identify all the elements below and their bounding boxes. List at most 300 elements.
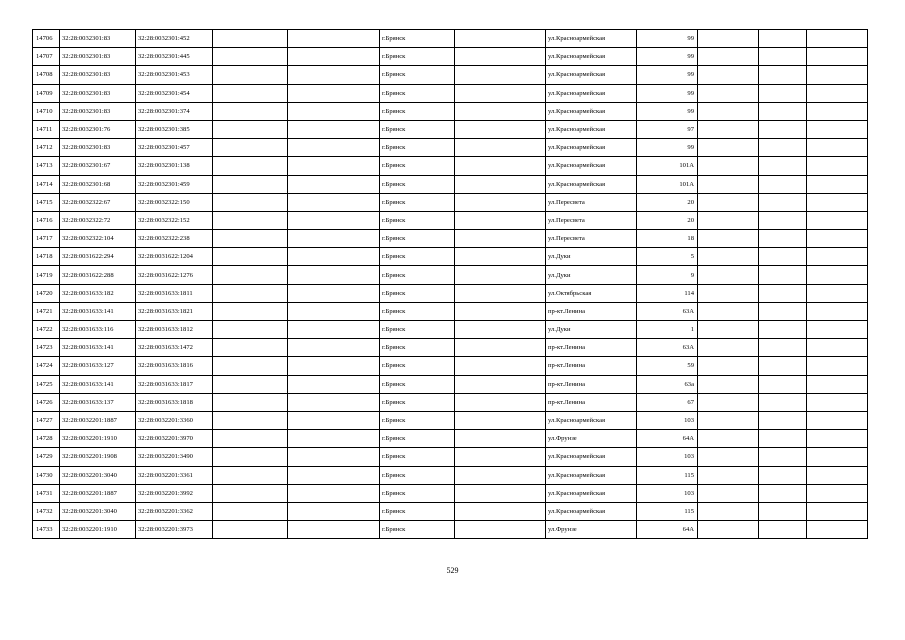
city-cell: г.Брянск xyxy=(380,357,455,375)
empty-cell xyxy=(213,448,288,466)
empty-cell xyxy=(288,139,380,157)
row-number: 14714 xyxy=(33,175,60,193)
cadastral-number: 32:28:0031633:127 xyxy=(60,357,136,375)
empty-cell xyxy=(288,321,380,339)
empty-cell xyxy=(288,248,380,266)
table-row xyxy=(33,448,868,466)
empty-cell xyxy=(807,502,868,520)
street-cell: ул.Октябрьская xyxy=(546,284,637,302)
house-cell: 59 xyxy=(637,357,698,375)
house-cell: 103 xyxy=(637,448,698,466)
empty-cell xyxy=(455,193,546,211)
street-cell: ул.Красноармейская xyxy=(546,84,637,102)
empty-cell xyxy=(213,266,288,284)
empty-cell xyxy=(698,48,759,66)
table-row xyxy=(33,321,868,339)
empty-cell xyxy=(698,102,759,120)
table-row xyxy=(33,30,868,48)
city-cell: г.Брянск xyxy=(380,448,455,466)
empty-cell xyxy=(698,248,759,266)
empty-cell xyxy=(759,139,807,157)
empty-cell xyxy=(807,375,868,393)
street-cell: пр-кт.Ленина xyxy=(546,339,637,357)
empty-cell xyxy=(455,357,546,375)
empty-cell xyxy=(288,484,380,502)
empty-cell xyxy=(759,248,807,266)
premises-cadastral-number: 32:28:0032201:3970 xyxy=(136,430,213,448)
empty-cell xyxy=(288,120,380,138)
city-cell: г.Брянск xyxy=(380,84,455,102)
city-cell: г.Брянск xyxy=(380,466,455,484)
table-row xyxy=(33,120,868,138)
empty-cell xyxy=(759,175,807,193)
empty-cell xyxy=(455,175,546,193)
empty-cell xyxy=(455,266,546,284)
premises-cadastral-number: 32:28:0031633:1811 xyxy=(136,284,213,302)
table-row xyxy=(33,339,868,357)
empty-cell xyxy=(288,339,380,357)
empty-cell xyxy=(288,375,380,393)
table-row xyxy=(33,139,868,157)
empty-cell xyxy=(288,393,380,411)
empty-cell xyxy=(288,66,380,84)
empty-cell xyxy=(698,484,759,502)
cadastral-number: 32:28:0031633:137 xyxy=(60,393,136,411)
empty-cell xyxy=(213,66,288,84)
premises-cadastral-number: 32:28:0032201:3490 xyxy=(136,448,213,466)
house-cell: 101А xyxy=(637,157,698,175)
house-cell: 99 xyxy=(637,102,698,120)
empty-cell xyxy=(807,321,868,339)
empty-cell xyxy=(213,248,288,266)
empty-cell xyxy=(455,339,546,357)
empty-cell xyxy=(759,357,807,375)
empty-cell xyxy=(807,357,868,375)
cadastral-number: 32:28:0032201:1910 xyxy=(60,430,136,448)
empty-cell xyxy=(807,102,868,120)
house-cell: 64А xyxy=(637,430,698,448)
row-number: 14720 xyxy=(33,284,60,302)
cadastral-number: 32:28:0032301:83 xyxy=(60,102,136,120)
street-cell: ул.Фрунзе xyxy=(546,521,637,539)
table-row xyxy=(33,521,868,539)
street-cell: пр-кт.Ленина xyxy=(546,302,637,320)
street-cell: пр-кт.Ленина xyxy=(546,375,637,393)
empty-cell xyxy=(213,521,288,539)
empty-cell xyxy=(807,30,868,48)
row-number: 14716 xyxy=(33,211,60,229)
cadastral-number: 32:28:0032322:104 xyxy=(60,230,136,248)
table-row xyxy=(33,284,868,302)
cadastral-number: 32:28:0031622:294 xyxy=(60,248,136,266)
empty-cell xyxy=(455,66,546,84)
table-row xyxy=(33,484,868,502)
table-body xyxy=(33,30,868,539)
empty-cell xyxy=(213,175,288,193)
empty-cell xyxy=(288,84,380,102)
row-number: 14719 xyxy=(33,266,60,284)
house-cell: 99 xyxy=(637,84,698,102)
empty-cell xyxy=(455,230,546,248)
house-cell: 67 xyxy=(637,393,698,411)
table-row xyxy=(33,230,868,248)
empty-cell xyxy=(698,502,759,520)
empty-cell xyxy=(288,302,380,320)
city-cell: г.Брянск xyxy=(380,375,455,393)
cadastral-number: 32:28:0031633:141 xyxy=(60,375,136,393)
table-row xyxy=(33,66,868,84)
house-cell: 99 xyxy=(637,48,698,66)
street-cell: ул.Красноармейская xyxy=(546,448,637,466)
empty-cell xyxy=(759,30,807,48)
house-cell: 115 xyxy=(637,466,698,484)
premises-cadastral-number: 32:28:0032301:385 xyxy=(136,120,213,138)
empty-cell xyxy=(698,321,759,339)
empty-cell xyxy=(455,393,546,411)
table-row xyxy=(33,48,868,66)
empty-cell xyxy=(698,521,759,539)
row-number: 14710 xyxy=(33,102,60,120)
empty-cell xyxy=(698,175,759,193)
street-cell: ул.Красноармейская xyxy=(546,502,637,520)
cadastral-number: 32:28:0032301:83 xyxy=(60,30,136,48)
premises-cadastral-number: 32:28:0031622:1276 xyxy=(136,266,213,284)
table-row xyxy=(33,302,868,320)
empty-cell xyxy=(213,30,288,48)
table-row xyxy=(33,430,868,448)
empty-cell xyxy=(759,393,807,411)
empty-cell xyxy=(288,284,380,302)
empty-cell xyxy=(759,230,807,248)
table-row xyxy=(33,411,868,429)
street-cell: ул.Фрунзе xyxy=(546,430,637,448)
empty-cell xyxy=(288,430,380,448)
cadastral-number: 32:28:0031633:141 xyxy=(60,302,136,320)
row-number: 14707 xyxy=(33,48,60,66)
empty-cell xyxy=(698,466,759,484)
cadastral-number: 32:28:0032322:72 xyxy=(60,211,136,229)
premises-cadastral-number: 32:28:0032322:152 xyxy=(136,211,213,229)
empty-cell xyxy=(213,302,288,320)
premises-cadastral-number: 32:28:0032301:452 xyxy=(136,30,213,48)
city-cell: г.Брянск xyxy=(380,48,455,66)
street-cell: ул.Красноармейская xyxy=(546,175,637,193)
empty-cell xyxy=(807,175,868,193)
row-number: 14712 xyxy=(33,139,60,157)
empty-cell xyxy=(759,66,807,84)
row-number: 14730 xyxy=(33,466,60,484)
cadastral-number: 32:28:0032201:1887 xyxy=(60,484,136,502)
city-cell: г.Брянск xyxy=(380,430,455,448)
table-row xyxy=(33,157,868,175)
house-cell: 99 xyxy=(637,139,698,157)
house-cell: 63а xyxy=(637,375,698,393)
empty-cell xyxy=(759,448,807,466)
street-cell: ул.Пересвета xyxy=(546,211,637,229)
empty-cell xyxy=(288,466,380,484)
empty-cell xyxy=(213,157,288,175)
empty-cell xyxy=(213,357,288,375)
empty-cell xyxy=(807,48,868,66)
house-cell: 101А xyxy=(637,175,698,193)
empty-cell xyxy=(807,248,868,266)
cadastral-number: 32:28:0032301:83 xyxy=(60,66,136,84)
empty-cell xyxy=(807,393,868,411)
premises-cadastral-number: 32:28:0031622:1204 xyxy=(136,248,213,266)
empty-cell xyxy=(213,102,288,120)
premises-cadastral-number: 32:28:0032322:150 xyxy=(136,193,213,211)
house-cell: 97 xyxy=(637,120,698,138)
street-cell: ул.Дуки xyxy=(546,321,637,339)
empty-cell xyxy=(759,266,807,284)
city-cell: г.Брянск xyxy=(380,120,455,138)
empty-cell xyxy=(455,321,546,339)
row-number: 14706 xyxy=(33,30,60,48)
premises-cadastral-number: 32:28:0032301:457 xyxy=(136,139,213,157)
row-number: 14732 xyxy=(33,502,60,520)
empty-cell xyxy=(213,193,288,211)
table-row xyxy=(33,357,868,375)
row-number: 14727 xyxy=(33,411,60,429)
city-cell: г.Брянск xyxy=(380,30,455,48)
house-cell: 63А xyxy=(637,302,698,320)
empty-cell xyxy=(698,302,759,320)
house-cell: 20 xyxy=(637,211,698,229)
street-cell: ул.Красноармейская xyxy=(546,139,637,157)
empty-cell xyxy=(455,102,546,120)
empty-cell xyxy=(288,157,380,175)
empty-cell xyxy=(698,30,759,48)
empty-cell xyxy=(698,448,759,466)
empty-cell xyxy=(213,230,288,248)
empty-cell xyxy=(807,120,868,138)
empty-cell xyxy=(213,411,288,429)
empty-cell xyxy=(213,430,288,448)
street-cell: ул.Дуки xyxy=(546,266,637,284)
cadastral-number: 32:28:0032201:1910 xyxy=(60,521,136,539)
house-cell: 9 xyxy=(637,266,698,284)
street-cell: ул.Красноармейская xyxy=(546,102,637,120)
row-number: 14728 xyxy=(33,430,60,448)
empty-cell xyxy=(455,120,546,138)
premises-cadastral-number: 32:28:0032201:3362 xyxy=(136,502,213,520)
city-cell: г.Брянск xyxy=(380,157,455,175)
city-cell: г.Брянск xyxy=(380,393,455,411)
premises-cadastral-number: 32:28:0031633:1817 xyxy=(136,375,213,393)
row-number: 14721 xyxy=(33,302,60,320)
premises-cadastral-number: 32:28:0032301:454 xyxy=(136,84,213,102)
empty-cell xyxy=(698,266,759,284)
empty-cell xyxy=(288,30,380,48)
premises-cadastral-number: 32:28:0032301:459 xyxy=(136,175,213,193)
premises-cadastral-number: 32:28:0032201:3360 xyxy=(136,411,213,429)
cadastral-number: 32:28:0031633:182 xyxy=(60,284,136,302)
street-cell: ул.Пересвета xyxy=(546,193,637,211)
row-number: 14713 xyxy=(33,157,60,175)
empty-cell xyxy=(698,230,759,248)
table-row xyxy=(33,502,868,520)
empty-cell xyxy=(288,102,380,120)
empty-cell xyxy=(455,411,546,429)
row-number: 14726 xyxy=(33,393,60,411)
empty-cell xyxy=(759,321,807,339)
city-cell: г.Брянск xyxy=(380,302,455,320)
empty-cell xyxy=(455,211,546,229)
empty-cell xyxy=(807,411,868,429)
premises-cadastral-number: 32:28:0032201:3973 xyxy=(136,521,213,539)
empty-cell xyxy=(759,157,807,175)
cadastral-number: 32:28:0031633:141 xyxy=(60,339,136,357)
empty-cell xyxy=(807,84,868,102)
empty-cell xyxy=(759,102,807,120)
row-number: 14717 xyxy=(33,230,60,248)
empty-cell xyxy=(759,411,807,429)
empty-cell xyxy=(759,430,807,448)
house-cell: 99 xyxy=(637,30,698,48)
empty-cell xyxy=(213,502,288,520)
table-row xyxy=(33,248,868,266)
cadastral-number: 32:28:0032301:76 xyxy=(60,120,136,138)
city-cell: г.Брянск xyxy=(380,284,455,302)
empty-cell xyxy=(807,230,868,248)
street-cell: ул.Красноармейская xyxy=(546,66,637,84)
empty-cell xyxy=(759,484,807,502)
premises-cadastral-number: 32:28:0031633:1472 xyxy=(136,339,213,357)
premises-cadastral-number: 32:28:0031633:1821 xyxy=(136,302,213,320)
empty-cell xyxy=(807,66,868,84)
cadastral-number: 32:28:0032201:3040 xyxy=(60,502,136,520)
house-cell: 63А xyxy=(637,339,698,357)
city-cell: г.Брянск xyxy=(380,502,455,520)
city-cell: г.Брянск xyxy=(380,102,455,120)
house-cell: 64А xyxy=(637,521,698,539)
empty-cell xyxy=(213,393,288,411)
cadastral-number: 32:28:0032201:3040 xyxy=(60,466,136,484)
premises-cadastral-number: 32:28:0032201:3992 xyxy=(136,484,213,502)
empty-cell xyxy=(759,302,807,320)
empty-cell xyxy=(288,193,380,211)
empty-cell xyxy=(698,139,759,157)
cadastral-number: 32:28:0032301:83 xyxy=(60,48,136,66)
empty-cell xyxy=(759,502,807,520)
empty-cell xyxy=(455,284,546,302)
empty-cell xyxy=(455,466,546,484)
cadastral-number: 32:28:0032301:83 xyxy=(60,139,136,157)
row-number: 14722 xyxy=(33,321,60,339)
empty-cell xyxy=(288,211,380,229)
empty-cell xyxy=(759,339,807,357)
empty-cell xyxy=(288,48,380,66)
empty-cell xyxy=(213,284,288,302)
row-number: 14725 xyxy=(33,375,60,393)
empty-cell xyxy=(213,321,288,339)
street-cell: пр-кт.Ленина xyxy=(546,357,637,375)
row-number: 14723 xyxy=(33,339,60,357)
empty-cell xyxy=(455,30,546,48)
house-cell: 5 xyxy=(637,248,698,266)
empty-cell xyxy=(807,484,868,502)
street-cell: ул.Красноармейская xyxy=(546,48,637,66)
empty-cell xyxy=(455,248,546,266)
premises-cadastral-number: 32:28:0032301:374 xyxy=(136,102,213,120)
empty-cell xyxy=(288,266,380,284)
empty-cell xyxy=(807,430,868,448)
row-number: 14708 xyxy=(33,66,60,84)
table-row xyxy=(33,266,868,284)
empty-cell xyxy=(288,502,380,520)
street-cell: пр-кт.Ленина xyxy=(546,393,637,411)
empty-cell xyxy=(455,502,546,520)
row-number: 14729 xyxy=(33,448,60,466)
city-cell: г.Брянск xyxy=(380,411,455,429)
table-row xyxy=(33,175,868,193)
street-cell: ул.Красноармейская xyxy=(546,120,637,138)
house-cell: 18 xyxy=(637,230,698,248)
empty-cell xyxy=(807,339,868,357)
premises-cadastral-number: 32:28:0031633:1818 xyxy=(136,393,213,411)
premises-cadastral-number: 32:28:0031633:1812 xyxy=(136,321,213,339)
street-cell: ул.Красноармейская xyxy=(546,466,637,484)
city-cell: г.Брянск xyxy=(380,175,455,193)
city-cell: г.Брянск xyxy=(380,248,455,266)
empty-cell xyxy=(698,430,759,448)
empty-cell xyxy=(213,120,288,138)
cadastral-number: 32:28:0032322:67 xyxy=(60,193,136,211)
house-cell: 114 xyxy=(637,284,698,302)
empty-cell xyxy=(213,48,288,66)
empty-cell xyxy=(455,521,546,539)
city-cell: г.Брянск xyxy=(380,521,455,539)
empty-cell xyxy=(759,375,807,393)
empty-cell xyxy=(455,448,546,466)
cadastral-table xyxy=(32,29,868,539)
city-cell: г.Брянск xyxy=(380,321,455,339)
row-number: 14709 xyxy=(33,84,60,102)
empty-cell xyxy=(698,157,759,175)
empty-cell xyxy=(213,466,288,484)
premises-cadastral-number: 32:28:0032301:138 xyxy=(136,157,213,175)
cadastral-number: 32:28:0032201:1908 xyxy=(60,448,136,466)
city-cell: г.Брянск xyxy=(380,139,455,157)
table-row xyxy=(33,193,868,211)
city-cell: г.Брянск xyxy=(380,266,455,284)
empty-cell xyxy=(698,211,759,229)
empty-cell xyxy=(288,448,380,466)
empty-cell xyxy=(288,411,380,429)
cadastral-number: 32:28:0032301:68 xyxy=(60,175,136,193)
table-row xyxy=(33,211,868,229)
empty-cell xyxy=(455,430,546,448)
row-number: 14715 xyxy=(33,193,60,211)
empty-cell xyxy=(759,211,807,229)
empty-cell xyxy=(698,193,759,211)
empty-cell xyxy=(759,466,807,484)
empty-cell xyxy=(807,139,868,157)
premises-cadastral-number: 32:28:0031633:1816 xyxy=(136,357,213,375)
street-cell: ул.Дуки xyxy=(546,248,637,266)
row-number: 14724 xyxy=(33,357,60,375)
empty-cell xyxy=(759,284,807,302)
premises-cadastral-number: 32:28:0032301:445 xyxy=(136,48,213,66)
empty-cell xyxy=(213,211,288,229)
empty-cell xyxy=(213,375,288,393)
city-cell: г.Брянск xyxy=(380,66,455,84)
empty-cell xyxy=(807,211,868,229)
premises-cadastral-number: 32:28:0032301:453 xyxy=(136,66,213,84)
empty-cell xyxy=(759,521,807,539)
house-cell: 99 xyxy=(637,66,698,84)
street-cell: ул.Красноармейская xyxy=(546,30,637,48)
